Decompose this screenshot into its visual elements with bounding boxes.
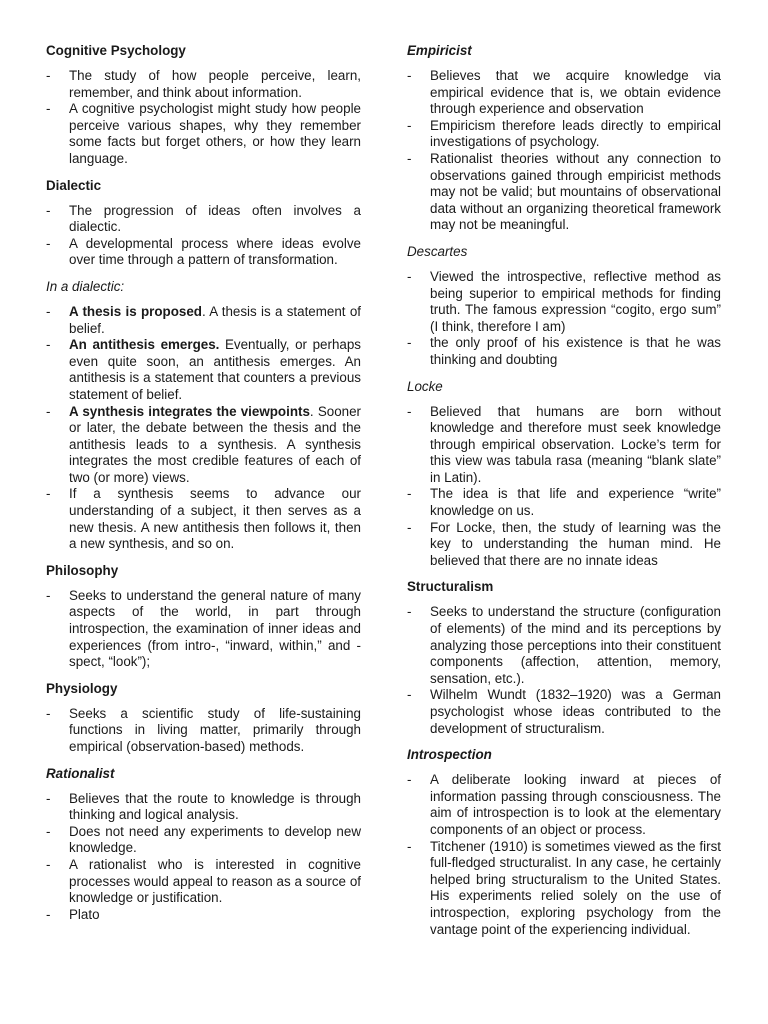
- bullet-lead-text: A thesis is proposed: [69, 303, 202, 319]
- bullet-dash: -: [407, 117, 412, 133]
- bullet-text: A rationalist who is interested in cognitive processes would appeal to reason as a source of knowledge or justification.: [69, 856, 361, 906]
- bullet-dash: -: [46, 823, 51, 839]
- bullet-dash: -: [46, 235, 51, 251]
- right-column: [407, 42, 721, 947]
- bullet-item: [407, 335, 721, 368]
- bullet-text: . Sooner or later, the debate between the thesis and the antithesis leads to a synthesis. A synthesis integrates the most credible features of each of two (or more) views.: [69, 403, 361, 485]
- bullet-text: Wilhelm Wundt (1832–1920) was a German psychologist whose ideas contributed to the development of structuralism.: [430, 687, 721, 736]
- bullet-item: [407, 269, 721, 335]
- bullet-item: [46, 791, 361, 824]
- bullet-item: [407, 839, 721, 939]
- bullet-text: For Locke, then, the study of learning was the key to understanding the human mind. He believed that there are no innate ideas: [430, 519, 721, 568]
- bullet-text: Eventually, or perhaps even quite soon, an antithesis emerges. An antithesis is a statement that counters a previous statement of belief.: [69, 337, 361, 402]
- section-heading-in-a-dialectic: In a dialectic:: [46, 278, 125, 294]
- bullet-item: [407, 772, 721, 838]
- bullet-dash: -: [407, 519, 412, 535]
- bullet-dash: -: [46, 303, 51, 319]
- bullet-item: [407, 404, 721, 487]
- bullet-dash: -: [46, 337, 51, 353]
- bullet-item: [46, 588, 361, 671]
- bullet-text: A cognitive psychologist might study how people perceive various shapes, why they remember some facts but forget others, or how they learn language.: [69, 101, 361, 166]
- bullet-item: [46, 203, 361, 236]
- bullet-text: The progression of ideas often involves a dialectic.: [69, 202, 361, 235]
- bullet-item: [46, 68, 361, 101]
- bullet-text: . A thesis is a statement of belief.: [69, 303, 361, 336]
- bullet-item: [407, 486, 721, 519]
- bullet-dash: -: [46, 856, 51, 872]
- bullet-list-physiology: [46, 706, 361, 756]
- section-heading-structuralism: Structuralism: [407, 579, 494, 595]
- bullet-dash: -: [46, 486, 51, 502]
- section-heading-empiricist: Empiricist: [407, 43, 472, 58]
- bullet-item: [46, 404, 361, 487]
- bullet-text: Does not need any experiments to develop new knowledge.: [69, 823, 361, 856]
- bullet-text: Viewed the introspective, reflective method as being superior to empirical methods for finding truth. The famous expression “cogito, ergo sum” (I think, therefore I am): [430, 268, 721, 334]
- bullet-text: If a synthesis seems to advance our understanding of a subject, it then serves as a new thesis. A new antithesis then follows it, then a new synthesis, and so on.: [69, 486, 361, 552]
- bullet-dash: -: [407, 68, 412, 83]
- bullet-dash: -: [407, 838, 412, 854]
- bullet-item: [407, 520, 721, 570]
- bullet-dash: -: [407, 604, 412, 620]
- bullet-item: [407, 118, 721, 151]
- section-heading-physiology: Physiology: [46, 680, 118, 696]
- bullet-dash: -: [46, 68, 51, 83]
- bullet-dash: -: [46, 101, 51, 117]
- bullet-list-in-a-dialectic: [46, 304, 361, 553]
- bullet-dash: -: [46, 403, 51, 419]
- bullet-list-structuralism: [407, 604, 721, 737]
- bullet-text: A deliberate looking inward at pieces of information passing through consciousness. The aim of introspection is to look at the elementary components of an object or process.: [430, 772, 721, 837]
- bullet-text: The idea is that life and experience “write” knowledge on us.: [430, 486, 721, 519]
- left-column: [46, 42, 361, 932]
- bullet-text: Believes that the route to knowledge is through thinking and logical analysis.: [69, 790, 361, 823]
- bullet-text: Seeks to understand the general nature of many aspects of the world, in part through introspection, the examination of inner ideas and experiences (from intro-, “inward, within,” and -spect, “look”);: [69, 587, 361, 670]
- bullet-list-cognitive-psychology: [46, 68, 361, 168]
- bullet-text: Plato: [69, 906, 100, 922]
- bullet-lead-text: An antithesis emerges.: [69, 337, 220, 353]
- section-heading-introspection: Introspection: [407, 747, 492, 763]
- bullet-item: [407, 68, 721, 118]
- bullet-item: [46, 857, 361, 907]
- section-heading-locke: Locke: [407, 378, 443, 394]
- section-heading-rationalist: Rationalist: [46, 765, 115, 781]
- bullet-item: [46, 101, 361, 167]
- bullet-list-dialectic: [46, 203, 361, 269]
- bullet-list-locke: [407, 404, 721, 570]
- bullet-item: [46, 236, 361, 269]
- bullet-lead-text: A synthesis integrates the viewpoints: [69, 403, 310, 419]
- bullet-text: A developmental process where ideas evolve over time through a pattern of transformation.: [69, 235, 361, 268]
- bullet-text: Believes that we acquire knowledge via empirical evidence that is, we obtain evidence through experience and observation: [430, 68, 721, 117]
- bullet-text: Titchener (1910) is sometimes viewed as the first full-fledged structuralist. In any case, he certainly helped bring structuralism to the United States. His experiments relied solely on the use of introspection, exploring psychology from the vantage point of the experiencing individual.: [430, 838, 721, 937]
- bullet-list-rationalist: [46, 791, 361, 924]
- bullet-item: [46, 486, 361, 552]
- section-heading-philosophy: Philosophy: [46, 562, 119, 578]
- bullet-item: [407, 687, 721, 737]
- bullet-dash: -: [46, 790, 51, 806]
- bullet-dash: -: [407, 335, 412, 351]
- bullet-dash: -: [46, 705, 51, 721]
- bullet-text: The study of how people perceive, learn, remember, and think about information.: [69, 68, 361, 100]
- bullet-dash: -: [407, 772, 412, 788]
- section-heading-descartes: Descartes: [407, 243, 468, 259]
- bullet-dash: -: [46, 906, 51, 922]
- bullet-text: Believed that humans are born without knowledge and therefore must seek knowledge through empirical observation. Locke’s term for this view was tabula rasa (meaning “blank slate” in Latin).: [430, 403, 721, 485]
- bullet-dash: -: [46, 587, 51, 603]
- bullet-dash: -: [407, 268, 412, 284]
- bullet-dash: -: [407, 150, 412, 166]
- bullet-list-philosophy: [46, 588, 361, 671]
- bullet-list-empiricist: [407, 68, 721, 234]
- bullet-text: Rationalist theories without any connection to observations gained through empiricist methods may not be valid; but mountains of observational data without an organizing theoretical framework may not be meaningful.: [430, 150, 721, 233]
- bullet-dash: -: [46, 202, 51, 218]
- bullet-dash: -: [407, 486, 412, 502]
- bullet-list-introspection: [407, 772, 721, 938]
- bullet-item: [46, 706, 361, 756]
- bullet-text: Empiricism therefore leads directly to empirical investigations of psychology.: [430, 117, 721, 150]
- bullet-item: [407, 151, 721, 234]
- section-heading-dialectic: Dialectic: [46, 177, 102, 193]
- bullet-text: the only proof of his existence is that he was thinking and doubting: [430, 335, 721, 367]
- bullet-text: Seeks a scientific study of life-sustaining functions in living matter, primarily through empirical (observation-based) methods.: [69, 705, 361, 754]
- bullet-text: Seeks to understand the structure (configuration of elements) of the mind and its perceptions by analyzing those perceptions into their constituent components (affection, attention, memory, sensation, etc.).: [430, 604, 721, 686]
- section-heading-cognitive-psychology: Cognitive Psychology: [46, 43, 186, 58]
- bullet-item: [46, 824, 361, 857]
- bullet-item: [407, 604, 721, 687]
- bullet-item: [46, 907, 361, 924]
- bullet-dash: -: [407, 403, 412, 419]
- bullet-list-descartes: [407, 269, 721, 369]
- bullet-item: [46, 337, 361, 403]
- bullet-dash: -: [407, 687, 412, 703]
- bullet-item: [46, 304, 361, 337]
